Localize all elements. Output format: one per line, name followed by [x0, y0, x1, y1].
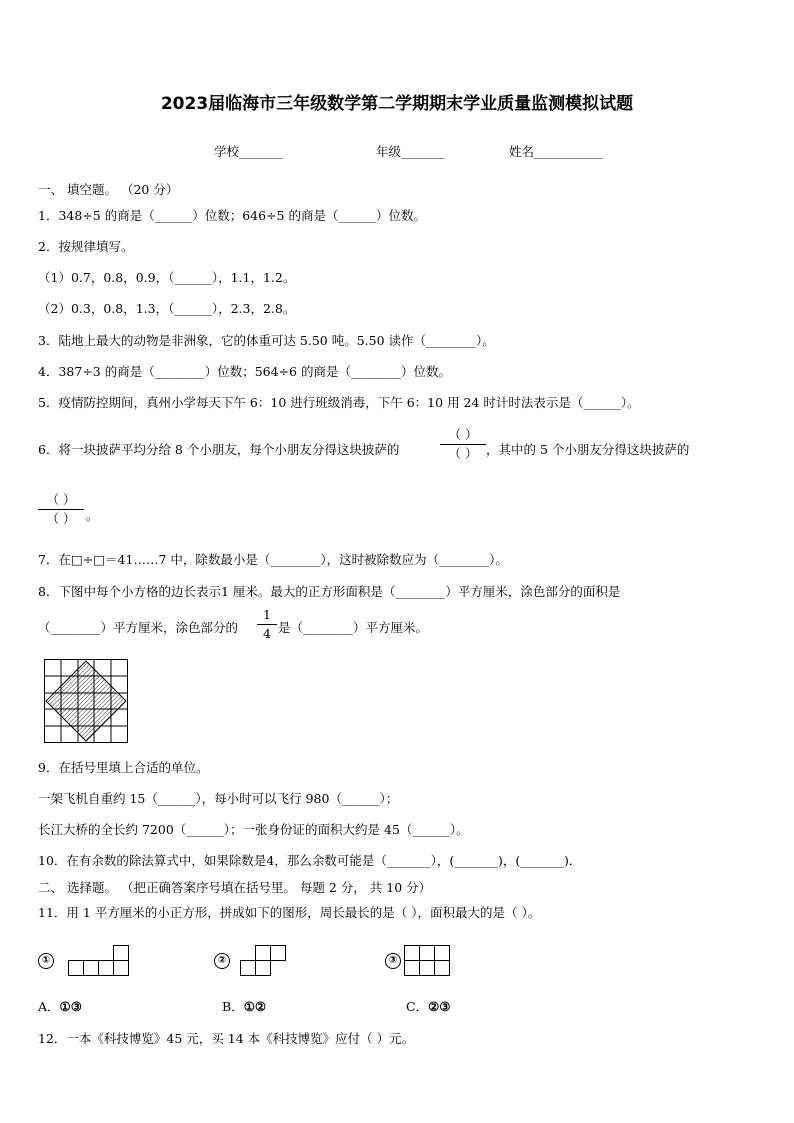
option-a[interactable]: [38, 999, 82, 1015]
option-c-letter: C．: [406, 999, 429, 1014]
name-field: 姓名___________: [509, 144, 603, 159]
option-c[interactable]: [406, 999, 451, 1015]
fraction-blank-2: [38, 492, 84, 527]
question-6-text-a: 6．将一块披萨平均分给 8 个小朋友，每个小朋友分得这块披萨的: [38, 442, 400, 457]
figure-label-2: ②: [214, 952, 230, 969]
figure-3-shape: [404, 943, 454, 977]
option-a-text: ①③: [59, 999, 82, 1014]
question-7: 7．在□÷□＝41……7 中，除数最小是（________），这时被除数应为（________）。: [38, 552, 508, 567]
fraction-bar: [38, 509, 84, 510]
fraction-denominator: 4: [263, 626, 271, 641]
section-2-heading: 二、 选择题。 （把正确答案序号填在括号里。 每题 2 分， 共 10 分）: [38, 880, 432, 895]
question-2-part-2: （2）0.3，0.8，1.3，（______），2.3，2.8。: [38, 301, 296, 316]
figure-label-3: ③: [385, 952, 401, 969]
option-c-text: ②③: [428, 999, 451, 1014]
fraction-bar: [257, 624, 277, 625]
question-5: 5．疫情防控期间，真州小学每天下午 6：10 进行班级消毒，下午 6：10 用 24 时计时法表示是（______）。: [38, 395, 640, 410]
page-title: 2023届临海市三年级数学第二学期期末学业质量监测模拟试题: [160, 94, 634, 114]
option-b[interactable]: [222, 999, 266, 1015]
grid-figure: [44, 659, 128, 743]
option-a-letter: A．: [38, 999, 60, 1014]
fraction-one-quarter: [257, 607, 277, 642]
fraction-denominator-blank: （ ）: [46, 511, 76, 526]
fraction-denominator-blank: （ ）: [448, 446, 478, 461]
fraction-numerator-blank: （ ）: [46, 492, 76, 507]
fraction-numerator-blank: （ ）: [448, 427, 478, 442]
question-11: 11．用 1 平方厘米的小正方形，拼成如下的图形，周长最长的是（ ），面积最大的是（ ）。: [38, 905, 541, 920]
question-8-line-1: 8．下图中每个小方格的边长表示1 厘米。最大的正方形面积是（________）平方厘米，涂色部分的面积是: [38, 584, 621, 599]
question-9-line-1: 一架飞机自重约 15（______），每小时可以飞行 980（______）；: [38, 791, 399, 806]
grade-field: 年级_______: [376, 144, 445, 159]
school-field: 学校_______: [214, 144, 283, 159]
question-9-line-2: 长江大桥的全长约 7200（______）；一张身份证的面积大约是 45（______）。: [38, 822, 469, 837]
question-6-text-b: ，其中的 5 个小朋友分得这块披萨的: [486, 442, 690, 457]
question-8-line-2: （________）平方厘米，涂色部分的: [38, 620, 239, 635]
question-6-text-c: 。: [86, 508, 99, 523]
section-1-heading: 一、 填空题。 （20 分）: [38, 182, 179, 197]
shaded-square: [46, 661, 126, 741]
figure-label-1: ①: [38, 952, 54, 969]
question-3: 3．陆地上最大的动物是非洲象，它的体重可达 5.50 吨。5.50 读作（________）。: [38, 333, 495, 348]
fraction-blank-1: [440, 427, 486, 462]
fraction-bar: [440, 444, 486, 445]
question-8-line-2-end: 是（________）平方厘米。: [278, 620, 429, 635]
question-10: 10．在有余数的除法算式中，如果除数是4，那么余数可能是（_______），(_______)，(_______)．: [38, 853, 582, 868]
question-9: 9．在括号里填上合适的单位。: [38, 760, 209, 775]
question-2: 2．按规律填写。: [38, 239, 134, 254]
question-12: 12．一本《科技博览》45 元，买 14 本《科技博览》应付（ ）元。: [38, 1031, 415, 1046]
question-1: 1．348÷5 的商是（______）位数；646÷5 的商是（______）位数。: [38, 208, 426, 223]
option-b-letter: B．: [222, 999, 244, 1014]
question-4: 4．387÷3 的商是（________）位数；564÷6 的商是（________）位数。: [38, 364, 451, 379]
question-2-part-1: （1）0.7，0.8，0.9，（______），1.1，1.2。: [38, 270, 296, 285]
fraction-numerator: 1: [263, 607, 271, 622]
figure-2-shape: [240, 943, 290, 977]
option-b-text: ①②: [243, 999, 267, 1014]
figure-1-shape: [68, 943, 132, 977]
